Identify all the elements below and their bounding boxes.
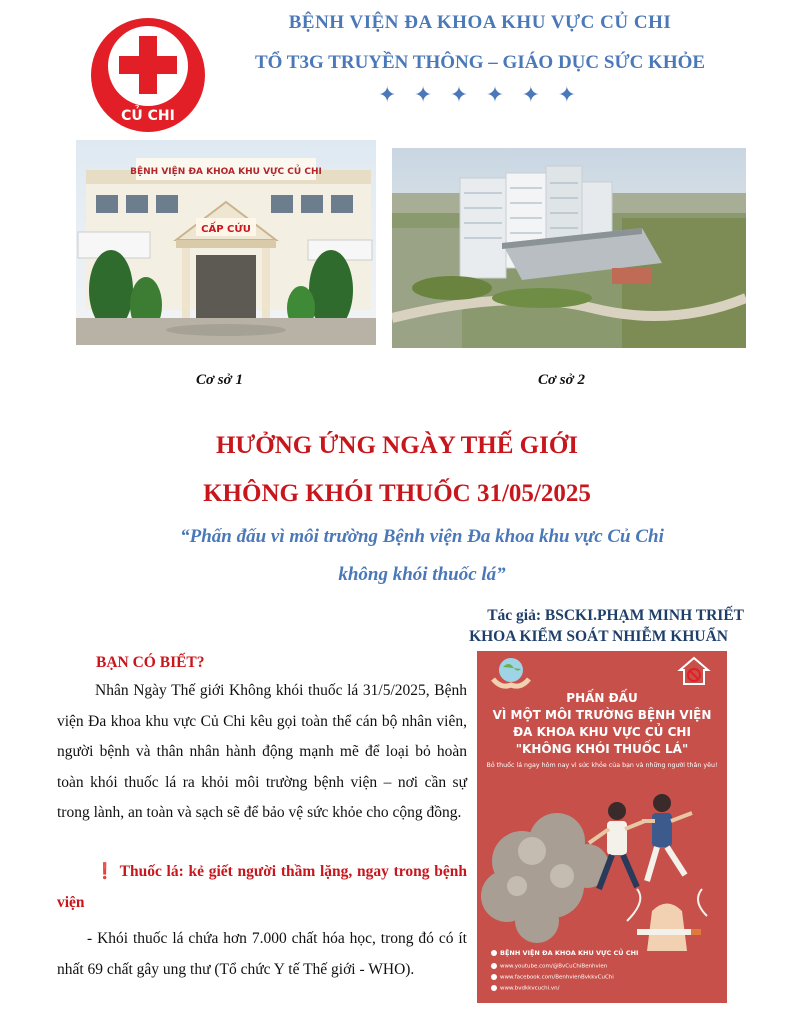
decorative-stars: ✦ ✦ ✦ ✦ ✦ ✦ [377, 82, 583, 107]
poster-footer-hospital [491, 949, 638, 957]
facility-2-caption: Cơ sở 2 [538, 372, 585, 388]
poster-youtube [491, 963, 607, 970]
no-smoking-poster [477, 651, 727, 1003]
slogan-line-2: không khói thuốc lá” [338, 564, 506, 585]
facility-1-caption: Cơ sở 1 [196, 372, 243, 388]
hospital-name: BỆNH VIỆN ĐA KHOA KHU VỰC CỦ CHI [288, 12, 672, 33]
facility-1-sign: BỆNH VIỆN ĐA KHOA KHU VỰC CỦ CHI [130, 167, 322, 177]
facility-1-photo [76, 140, 376, 345]
intro-paragraph: Nhân Ngày Thế giới Không khói thuốc lá 31/5/2025, Bệnh viện Đa khoa khu vực Củ Chi kêu gọi toàn thể cán bộ nhân viên, người bệnh và thân nhân hành động mạnh mẽ để loại bỏ hoàn toàn khói thuốc lá ra khỏi môi trường bệnh viện – nơi cần sự trong lành, an toàn và sạch sẽ để bảo vệ sức khỏe cho cộng đồng. [57, 682, 467, 821]
author-department: KHOA KIỂM SOÁT NHIỄM KHUẨN [469, 628, 728, 645]
exclamation-icon: ❗ [95, 862, 116, 880]
youtube-link: www.youtube.com/@BvCuChiBenhvien [500, 963, 608, 970]
facebook-link: www.facebook.com/BenhvienBvkkvCuChi [500, 974, 614, 981]
youtube-icon [491, 963, 497, 969]
poster-illustration [477, 771, 727, 951]
warning-heading [57, 856, 467, 918]
globe-hands-icon [491, 655, 531, 689]
section-heading: BẠN CÓ BIẾT? [96, 654, 205, 671]
poster-footer-name: BỆNH VIỆN ĐA KHOA KHU VỰC CỦ CHI [500, 949, 639, 957]
warning-text: Thuốc lá: kẻ giết người thầm lặng, ngay trong bệnh viện [57, 863, 467, 911]
poster-title-4: "KHÔNG KHÓI THUỐC LÁ" [515, 742, 689, 756]
poster-facebook [491, 974, 614, 981]
logo-text: CỦ CHI [121, 108, 175, 124]
facebook-icon [491, 974, 497, 980]
website-link: www.bvdkkvcuchi.vn/ [500, 985, 560, 992]
poster-subtitle: Bỏ thuốc lá ngay hôm nay vì sức khỏe của bạn và những người thân yêu! [486, 762, 718, 769]
article-title-line-2: KHÔNG KHÓI THUỐC 31/05/2025 [203, 480, 591, 507]
team-name: TỔ T3G TRUYỀN THÔNG – GIÁO DỤC SỨC KHỎE [254, 52, 706, 73]
bullet-paragraph: - Khói thuốc lá chứa hơn 7.000 chất hóa học, trong đó có ít nhất 69 chất gây ung thư (Tổ chức Y tế Thế giới - WHO). [57, 930, 467, 978]
poster-title-1: PHẤN ĐẤU [566, 691, 638, 705]
article-title-line-1: HƯỞNG ỨNG NGÀY THẾ GIỚI [215, 432, 579, 459]
poster-website [491, 985, 560, 992]
hospital-logo-icon [88, 16, 208, 134]
author-name: Tác giả: BSCKI.PHẠM MINH TRIẾT [487, 607, 744, 624]
slogan-line-1: “Phấn đấu vì môi trường Bệnh viện Đa khoa khu vực Củ Chi [180, 526, 664, 547]
poster-title-3: ĐA KHOA KHU VỰC CỦ CHI [513, 725, 691, 739]
facility-2-photo [392, 148, 746, 348]
globe-icon [491, 985, 497, 991]
no-smoking-house-icon [677, 655, 711, 689]
facility-1-door-sign: CẤP CỨU [201, 224, 251, 235]
hospital-icon [491, 950, 497, 956]
poster-title-2: VÌ MỘT MÔI TRƯỜNG BỆNH VIỆN [492, 708, 712, 722]
